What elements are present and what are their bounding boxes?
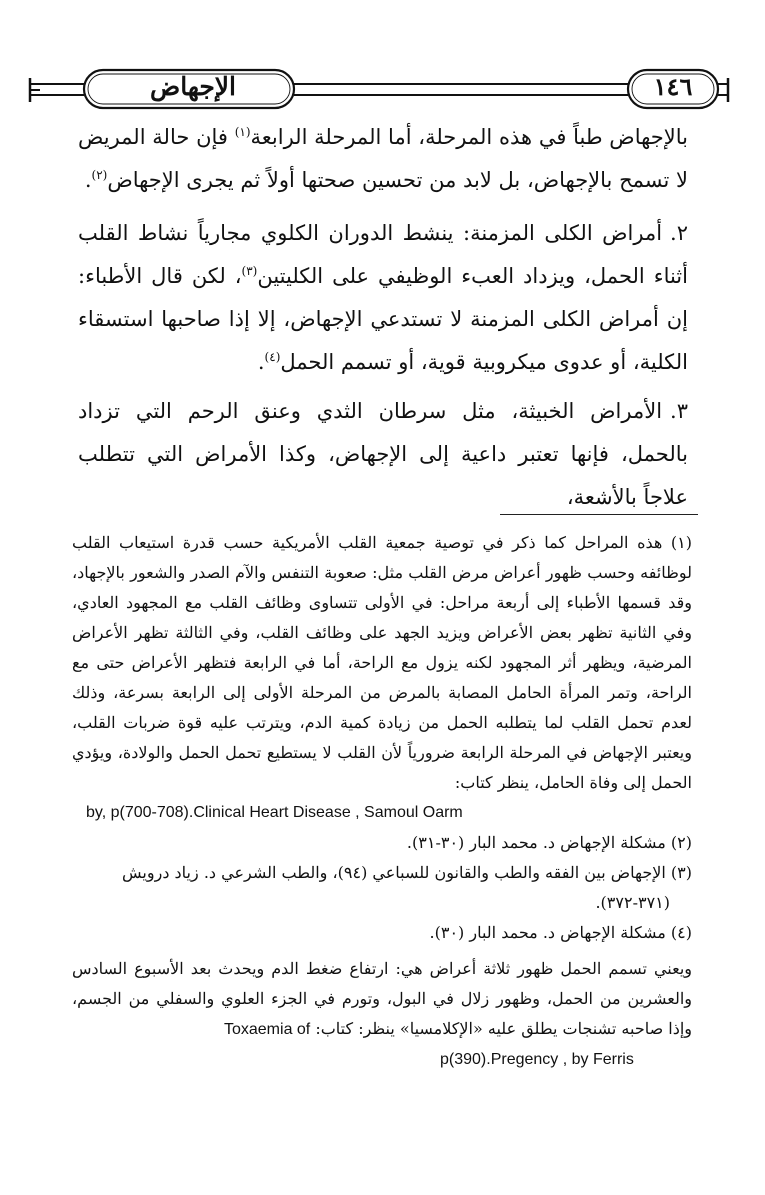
paragraph-text: فإن حالة المريض لا تسمح بالإجهاض، بل لابد من تحسين صحتها أولاً ثم يجرى الإجهاض	[78, 125, 688, 192]
list-item-text: أمراض الكلى المزمنة: ينشط الدوران الكلوي مجارياً نشاط القلب أثناء الحمل، ويزداد العبء الوظيفي على الكليتين	[78, 221, 688, 288]
page-header	[28, 68, 734, 120]
footnote-separator	[500, 514, 698, 515]
list-item-text: الأمراض الخبيثة، مثل سرطان الثدي وعنق الرحم التي تزداد بالحمل، فإنها تعتبر داعية إلى الإجهاض، وكذا الأمراض التي تتطلب علاجاً بالأشعة،	[78, 399, 688, 509]
footnote-1: (١) هذه المراحل كما ذكر في توصية جمعية القلب الأمريكية حسب قدرة استيعاب القلب لوظائفه وحسب ظهور أعراض مرض القلب مثل: صعوبة التنفس والآم الصدر والشعور بالإجهاد، وقد قسمها الأطباء إلى أربعة مراحل: في الأولى تتساوى وظائف القلب مع المجهود العادي، وفي الثانية تظهر بعض الأعراض ويزيد الجهد على وظائف القلب، وفي الثالثة تظهر الأعراض المرضية، ويظهر أثر المجهود لكنه يزول مع الراحة، أما في الرابعة فتظهر الأعراض حتى مع الراحة، وتمر المرأة الحامل المصابة بالمرض من المرحلة الأولى إلى الرابعة بسرعة، وذلك لعدم تحمل القلب لما يتطلبه الحمل من زيادة كمية الدم، ويترتب عليه قوة ضربات القلب، ويعتبر الإجهاض في المرحلة الرابعة ضرورياً لأن القلب لا يستطيع تحمل الحمل والولادة، ويؤدي الحمل إلى وفاة الحامل، ينظر كتاب:	[72, 533, 692, 792]
footnote-3-continuation: (٣٧١-٣٧٢).	[595, 893, 670, 912]
footnote-ref-4[interactable]: (٤)	[264, 350, 281, 364]
list-item-kidney	[78, 212, 688, 384]
paragraph-continuation	[78, 116, 688, 202]
note-citation-end: p(390).Pregency , by Ferris	[440, 1051, 634, 1068]
list-number: ٣.	[670, 399, 688, 423]
footnote-4-note	[72, 954, 692, 1045]
note-citation-start: Toxaemia of	[223, 1021, 311, 1038]
footnote-ref-3[interactable]: (٣)	[241, 264, 258, 278]
footnote-2: (٢) مشكلة الإجهاض د. محمد البار (٣٠-٣١).	[406, 833, 692, 852]
note-text: ويعني تسمم الحمل ظهور ثلاثة أعراض هي: ارتفاع ضغط الدم ويحدث بعد الأسبوع السادس والعشرين من الحمل، وظهور زلال في البول، وتورم في الجزء العلوي والسفلي من الجسم، وإذا صاحبه تشنجات يطلق عليه «الإكلامسيا» ينظر: كتاب:	[72, 959, 693, 1038]
footnote-ref-1[interactable]: (١)	[234, 125, 251, 139]
footnotes	[72, 528, 692, 1075]
list-number: ٢.	[670, 221, 688, 245]
paragraph-text: بالإجهاض طباً في هذه المرحلة، أما المرحلة الرابعة	[250, 125, 688, 149]
running-title: الإجهاض	[149, 72, 237, 101]
footnote-ref-2[interactable]: (٢)	[91, 168, 108, 182]
paragraph-end: .	[84, 168, 92, 192]
main-text	[78, 116, 688, 519]
list-item-malignant	[78, 390, 688, 519]
list-item-end: .	[257, 350, 265, 374]
footnote-3: (٣) الإجهاض بين الفقه والطب والقانون للسباعي (٩٤)، والطب الشرعي د. زياد درويش	[122, 863, 692, 882]
footnote-1-citation: by, p(700-708).Clinical Heart Disease , Samoul Oarm	[86, 804, 463, 821]
footnote-4: (٤) مشكلة الإجهاض د. محمد البار (٣٠).	[429, 923, 692, 942]
page-number: ١٤٦	[653, 72, 693, 101]
list-item-text: ، لكن قال الأطباء: إن أمراض الكلى المزمنة لا تستدعي الإجهاض، إلا إذا صاحبها استسقاء الكلية، أو عدوى ميكروبية قوية، أو تسمم الحمل	[78, 264, 688, 374]
